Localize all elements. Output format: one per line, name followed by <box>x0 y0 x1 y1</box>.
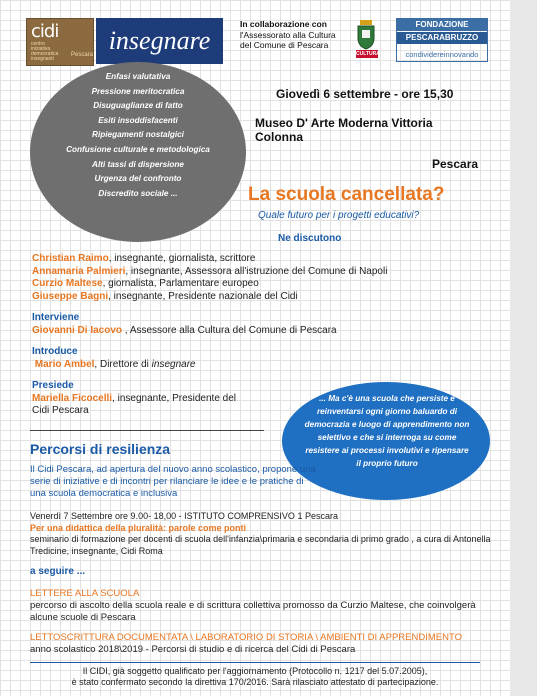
cidi-logo-line: centro <box>31 41 45 47</box>
interviene-name: Giovanni Di Iacovo <box>32 324 123 336</box>
friday-event <box>30 511 500 557</box>
cidi-logo-city: Pescara <box>71 52 94 58</box>
introduce-role: , Direttore di <box>94 358 152 370</box>
presiede-role-line-2: Cidi Pescara <box>32 405 89 416</box>
speaker-row <box>32 291 492 304</box>
speaker-name: Curzio Maltese <box>32 278 103 289</box>
cidi-logo <box>26 18 94 66</box>
a-seguire-label: a seguire ... <box>30 566 86 577</box>
lettoscrittura-body: anno scolastico 2018\2019 - Percorsi di studio e di ricerca del Cidi di Pescara <box>30 644 356 655</box>
footer-line-1: Il CIDI, già soggetto qualificato per l'aggiornamento (Protocollo n. 1217 del 5.07.2005), <box>82 666 428 676</box>
speaker-role: , insegnante, giornalista, scrittore <box>108 253 256 264</box>
discuss-label: Ne discutono <box>278 233 342 244</box>
speaker-row <box>32 253 492 266</box>
issues-list <box>46 70 230 201</box>
lettere-body: percorso di ascolto della scuola reale e di scrittura collettiva promosso da Curzio Maltese, che coinvolgerà alcune scuole di Pescara <box>30 600 476 623</box>
speaker-role: , insegnante, Assessora all'istruzione del Comune di Napoli <box>125 265 388 277</box>
cidi-logo-line: iniziativa <box>31 46 51 52</box>
fondazione-logo-bottom: condividereinnovando <box>405 50 479 59</box>
section-divider <box>30 430 264 431</box>
interviene-role: , Assessore alla Cultura del Comune di Pescara <box>122 324 337 336</box>
issue-item: Discredito sociale ... <box>98 188 178 198</box>
speaker-name: Giuseppe Bagni <box>32 290 109 302</box>
percorsi-intro: Il Cidi Pescara, ad apertura del nuovo anno scolastico, propone una serie di iniziative e di incontri per rilanciare le idee e le pratiche di una scuola democratica e inclusiva <box>30 464 316 499</box>
speaker-row <box>32 278 492 291</box>
percorsi-title: Percorsi di resilienza <box>30 441 171 457</box>
presiede-label: Presiede <box>32 380 74 391</box>
speaker-name: Annamaria Palmieri <box>32 265 126 277</box>
fondazione-pescarabruzzo-logo <box>396 18 488 62</box>
insegnare-logo: insegnare <box>96 18 223 64</box>
collab-line-3: del Comune di Pescara <box>240 40 329 50</box>
issue-item: Ripiegamenti nostalgici <box>92 130 184 140</box>
collab-line-2: l'Assessorato alla Cultura <box>240 29 336 40</box>
collab-line-1: In collaborazione con <box>240 19 327 29</box>
issue-item: Esiti insoddisfacenti <box>98 115 178 125</box>
fondazione-logo-mid: PESCARABRUZZO <box>397 32 487 44</box>
speaker-role: , insegnante, Presidente nazionale del Cidi <box>108 290 298 302</box>
lettere-title: LETTERE ALLA SCUOLA <box>30 588 140 599</box>
lettere-section <box>30 588 500 624</box>
friday-description: seminario di formazione per docenti di scuola dell'infanzia\primaria e secondaria di primo grado , a cura di Antonella Tredicine, insegnante, Cidi Roma <box>30 534 491 556</box>
lettoscrittura-section <box>30 632 500 656</box>
collaboration-note <box>240 19 350 51</box>
event-city: Pescara <box>432 157 479 171</box>
cidi-logo-name: cidi <box>31 21 59 42</box>
friday-date-line: Venerdì 7 Settembre ore 9.00- 18,00 - ISTITUTO COMPRENSIVO 1 Pescara <box>30 511 338 521</box>
introduce-label: Introduce <box>32 346 78 357</box>
speaker-row <box>32 266 492 279</box>
speaker-name: Christian Raimo <box>32 253 109 264</box>
issue-item: Alti tassi di dispersione <box>92 159 184 169</box>
introduce-role-italic: insegnare <box>151 358 196 370</box>
issue-item: Enfasi valutativa <box>105 72 171 81</box>
event-subtitle: Quale futuro per i progetti educativi? <box>258 210 420 221</box>
quote-text: ... Ma c'è una scuola che persiste e reinventarsi ogni giorno baluardo di democrazia e luogo di apprendimento non selettivo e che si interroga su come resistere ai processi involutivi e ripensare il proprio futuro <box>304 394 470 468</box>
issue-item: Confusione culturale e metodologica <box>66 144 210 154</box>
issue-item: Urgenza del confronto <box>94 174 182 184</box>
event-date: Giovedì 6 settembre - ore 15,30 <box>276 87 454 101</box>
presiede-name: Mariella Ficocelli <box>32 392 113 404</box>
event-title: La scuola cancellata? <box>248 184 445 205</box>
footer-note <box>30 662 480 688</box>
presiede-role: , insegnante, Presidente del <box>112 392 237 404</box>
speaker-role: , giornalista, Parlamentare europeo <box>102 278 259 289</box>
footer-line-2: è stato confermato secondo la direttiva 170/2016. Sarà rilasciato attestato di partecipazione. <box>71 677 439 687</box>
fondazione-logo-top: FONDAZIONE <box>397 19 487 31</box>
cultura-badge: CULTURA <box>356 51 380 57</box>
introduce-row <box>32 359 492 372</box>
interviene-label: Interviene <box>32 312 80 323</box>
cidi-logo-line: insegnanti <box>31 56 54 62</box>
issue-item: Disuguaglianze di fatto <box>93 101 183 111</box>
cidi-logo-line: democratica <box>31 51 59 57</box>
interviene-row <box>32 325 492 338</box>
lettoscrittura-title: LETTOSCRITTURA DOCUMENTATA \ LABORATORIO DI STORIA \ AMBIENTI DI APPRENDIMENTO <box>30 632 462 643</box>
friday-seminar-title: Per una didattica della pluralità: parole come ponti <box>30 522 247 533</box>
pescara-crest-icon <box>356 20 376 50</box>
event-venue: Museo D' Arte Moderna Vittoria Colonna <box>255 116 433 144</box>
issue-item: Pressione meritocratica <box>91 86 185 96</box>
introduce-name: Mario Ambel <box>34 358 95 370</box>
